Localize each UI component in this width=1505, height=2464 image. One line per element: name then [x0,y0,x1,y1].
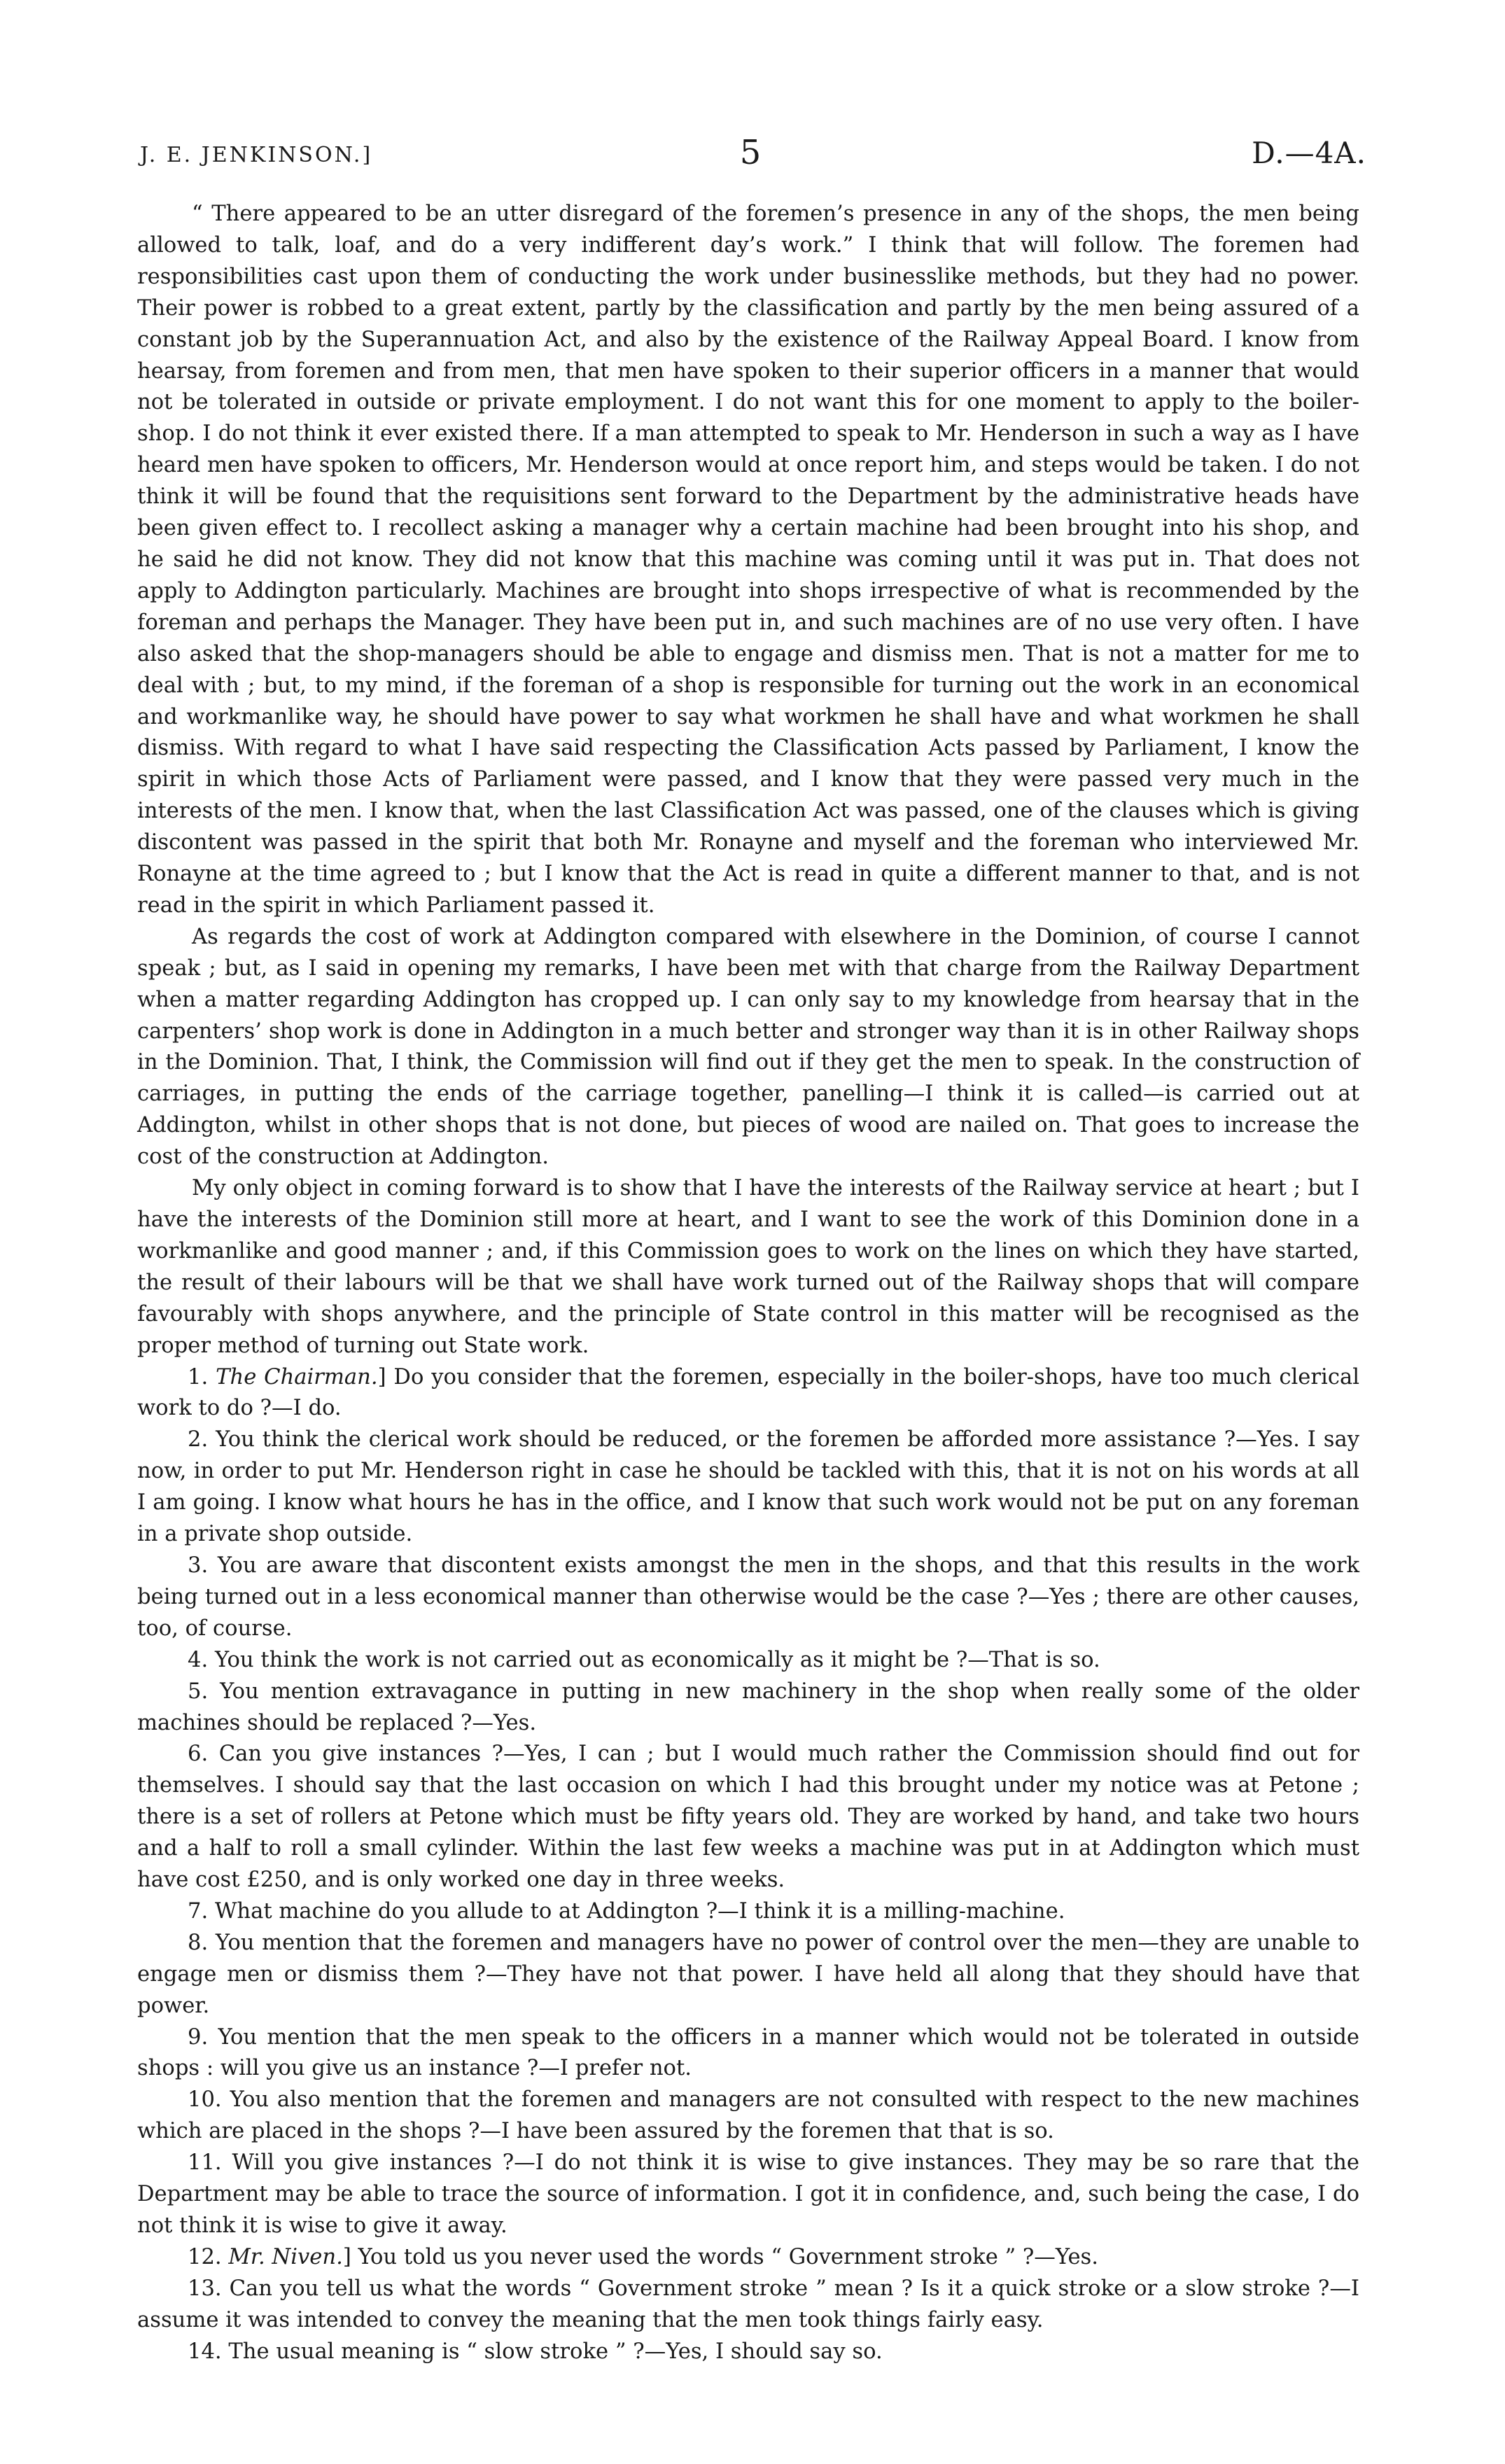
question-number: 4. [188,1647,209,1672]
question-1 [137,1362,1359,1425]
question-number: 3. [188,1553,209,1578]
question-number: 1. [188,1364,209,1390]
question-3 [137,1550,1359,1645]
question-number: 14. [188,2339,222,2364]
witness-name: J. E. JENKINSON.] [140,143,373,167]
paragraph: “ There appeared to be an utter disregard of the foremen’s presence in any of the shops, the men being allowed to talk, loaf, and do a very indifferent day’s work.” I think that will follow. The foremen had responsibilities cast upon them of conducting the work under businesslike methods, but they had no power. Their power is robbed to a great extent, partly by the classification and partly by the men being assured of a constant job by the Superannuation Act, and also by the existence of the Railway Appeal Board. I know from hearsay, from foremen and from men, that men have spoken to their superior officers in a manner that would not be tolerated in outside or private employment. I do not want this for one moment to apply to the boiler-shop. I do not think it ever existed there. If a man attempted to speak to Mr. Henderson in such a way as I have heard men have spoken to officers, Mr. Henderson would at once report him, and steps would be taken. I do not think it will be found that the requisitions sent forward to the Department by the administrative heads have been given effect to. I recollect asking a manager why a certain machine had been brought into his shop, and he said he did not know. They did not know that this machine was coming until it was put in. That does not apply to Addington particularly. Machines are brought into shops irrespective of what is recommended by the foreman and perhaps the Manager. They have been put in, and such machines are of no use very often. I have also asked that the shop-managers should be able to engage and dismiss men. That is not a matter for me to deal with ; but, to my mind, if the foreman of a shop is responsible for turning out the work in an economical and workmanlike way, he should have power to say what workmen he shall have and what workmen he shall dismiss. With regard to what I have said respecting the Classification Acts passed by Parliament, I know the spirit in which those Acts of Parliament were passed, and I know that they were passed very much in the interests of the men. I know that, when the last Classification Act was passed, one of the clauses which is giving discontent was passed in the spirit that both Mr. Ronayne and myself and the foreman who interviewed Mr. Ronayne at the time agreed to ; but I know that the Act is read in quite a different manner to that, and is not read in the spirit in which Parliament passed it. [137,202,1359,918]
question-10 [137,2085,1359,2148]
question-text: Can you give instances ?—Yes, I can ; but I would much rather the Commission should find out for themselves. I should say that the last occasion on which I had this brought under my notice was at Petone ; there is a set of rollers at Petone which must be fifty years old. They are worked by hand, and take two hours and a half to roll a small cylinder. Within the last few weeks a machine was put in at Addington which must have cost £250, and is only worked one day in three weeks. [137,1742,1359,1893]
paragraph: My only object in coming forward is to show that I have the interests of the Railway service at heart ; but I have the interests of the Dominion still more at heart, and I want to see the work of this Dominion done in a workmanlike and good manner ; and, if this Commission goes to work on the lines on which they have started, the result of their labours will be that we shall have work turned out of the Railway shops that will compare favourably with shops anywhere, and the principle of State control in this matter will be recognised as the proper method of turning out State work. [137,1176,1359,1358]
question-9 [137,2022,1359,2085]
question-number: 11. [188,2150,222,2176]
question-text: You also mention that the foremen and managers are not consulted with respect to the new machines which are placed in the shops ?—I have been assured by the foremen that that is so. [137,2087,1359,2144]
question-text: What machine do you allude to at Addington ?—I think it is a milling-machine. [214,1898,1065,1924]
running-head [134,133,1366,175]
question-text: You think the work is not carried out as economically as it might be ?—That is so. [214,1647,1100,1672]
question-text: You mention that the men speak to the officers in a manner which would not be tolerated in outside shops : will you give us an instance ?—I prefer not. [137,2024,1359,2081]
speaker: The Chairman. [216,1364,378,1390]
question-number: 12. [188,2244,222,2269]
question-8 [137,1928,1359,2022]
question-4 [137,1645,1359,1676]
question-number: 2. [188,1427,209,1452]
question-number: 8. [188,1930,209,1955]
question-12 [137,2242,1359,2274]
question-number: 6. [188,1742,209,1767]
question-6 [137,1739,1359,1896]
question-text: Can you tell us what the words “ Government stroke ” mean ? Is it a quick stroke or a slow stroke ?—I assume it was intended to convey the meaning that the men took things fairly easy. [137,2276,1359,2332]
question-text: ] Do you consider that the foremen, especially in the boiler-shops, have too much clerical work to do ?—I do. [137,1364,1359,1421]
body-text [137,199,1359,2368]
question-7 [137,1896,1359,1928]
question-11 [137,2148,1359,2242]
question-text: You think the clerical work should be reduced, or the foremen be afforded more assistance ?—Yes. I say now, in order to put Mr. Henderson right in case he should be tackled with this, that it is not on his words at all I am going. I know what hours he has in the office, and I know that such work would not be put on any foreman in a private shop outside. [137,1427,1359,1547]
question-13 [137,2274,1359,2337]
question-number: 13. [188,2276,222,2301]
question-14 [137,2337,1359,2368]
question-number: 9. [188,2024,209,2050]
question-text: ] You told us you never used the words “ Government stroke ” ?—Yes. [342,2244,1098,2269]
question-2 [137,1424,1359,1550]
page-number: 5 [739,133,762,172]
question-text: The usual meaning is “ slow stroke ” ?—Yes, I should say so. [228,2339,883,2364]
document-reference: D.—4A. [1252,136,1366,170]
question-number: 10. [188,2087,222,2113]
paragraph: As regards the cost of work at Addington compared with elsewhere in the Dominion, of course I cannot speak ; but, as I said in opening my remarks, I have been met with that charge from the Railway Department when a matter regarding Addington has cropped up. I can only say to my knowledge from hearsay that in the carpenters’ shop work is done in Addington in a much better and stronger way than it is in other Railway shops in the Dominion. That, I think, the Commission will find out if they get the men to speak. In the construction of carriages, in putting the ends of the carriage together, panelling—I think it is called—is carried out at Addington, whilst in other shops that is not done, but pieces of wood are nailed on. That goes to increase the cost of the construction at Addington. [137,924,1359,1170]
question-text: Will you give instances ?—I do not think it is wise to give instances. They may be so rare that the Department may be able to trace the source of information. I got it in confidence, and, such being the case, I do not think it is wise to give it away. [137,2150,1359,2238]
question-number: 5. [188,1679,209,1704]
question-text: You mention that the foremen and managers have no power of control over the men—they are unable to engage men or dismiss them ?—They have not that power. I have held all along that they should have that power. [137,1930,1359,2018]
question-5 [137,1676,1359,1740]
question-text: You mention extravagance in putting in new machinery in the shop when really some of the older machines should be replaced ?—Yes. [137,1679,1359,1735]
speaker: Mr. Niven. [228,2244,343,2269]
question-number: 7. [188,1898,209,1924]
question-text: You are aware that discontent exists amongst the men in the shops, and that this results in the work being turned out in a less economical manner than otherwise would be the case ?—Yes ; there are other causes, too, of course. [137,1553,1360,1641]
